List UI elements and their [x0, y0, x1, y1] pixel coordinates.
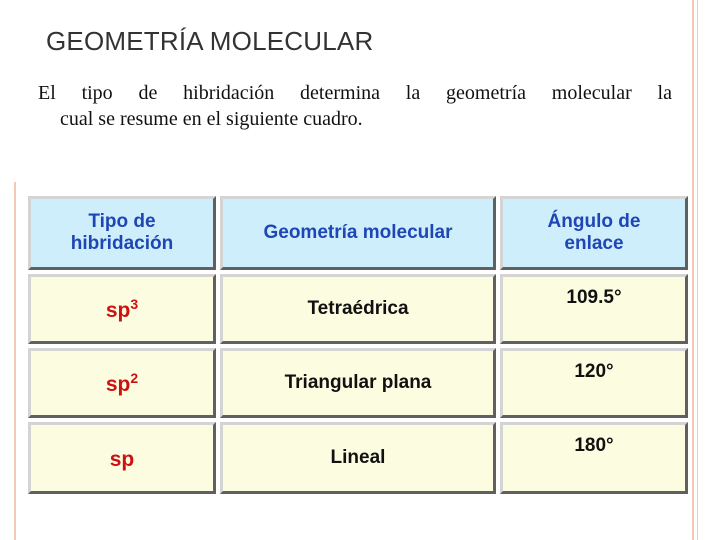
hybrid-base: sp: [109, 447, 135, 471]
hybrid-base: sp: [105, 298, 131, 322]
geometry-value: Lineal: [330, 447, 386, 468]
table-row-3-hybridization: [28, 422, 216, 494]
decorative-frame-left: [14, 182, 16, 540]
hybridization-sp3: [106, 296, 138, 323]
header-hybridization-line-1: Tipo de: [88, 211, 156, 232]
header-bond-angle: [500, 196, 688, 270]
table-row-2-angle: [500, 348, 688, 418]
hybrid-superscript: 2: [130, 369, 139, 386]
angle-value: 109.5°: [566, 287, 622, 308]
geometry-value: Triangular plana: [284, 372, 432, 393]
table-row-1-angle: [500, 274, 688, 344]
hybridization-table: [22, 192, 690, 496]
angle-value: 120°: [574, 361, 614, 382]
header-molecular-geometry: [220, 196, 496, 270]
header-hybridization-type: [28, 196, 216, 270]
table-row-2-hybridization: [28, 348, 216, 418]
table-row-2-geometry: [220, 348, 496, 418]
geometry-value: Tetraédrica: [307, 298, 409, 319]
table-row-1-geometry: [220, 274, 496, 344]
slide-title: GEOMETRÍA MOLECULAR: [46, 26, 374, 56]
header-hybridization-line-2: hibridación: [70, 233, 174, 254]
header-geometry-label: Geometría molecular: [263, 222, 453, 243]
table-row-1-hybridization: [28, 274, 216, 344]
hybrid-base: sp: [105, 372, 131, 396]
slide-paragraph: [38, 80, 672, 132]
decorative-frame-right: [692, 0, 694, 540]
hybrid-superscript: 3: [130, 295, 139, 312]
angle-value: 180°: [574, 435, 614, 456]
table-row-3-angle: [500, 422, 688, 494]
header-angle-line-2: enlace: [564, 233, 624, 254]
table-row-3-geometry: [220, 422, 496, 494]
decorative-frame-right-inner: [697, 0, 698, 540]
hybridization-sp: [110, 445, 135, 472]
header-angle-line-1: Ángulo de: [547, 211, 641, 232]
hybridization-sp2: [106, 370, 138, 397]
paragraph-line-2: cual se resume en el siguiente cuadro.: [60, 108, 363, 130]
paragraph-line-1: El tipo de hibridación determina la geometría molecular la: [38, 82, 672, 104]
